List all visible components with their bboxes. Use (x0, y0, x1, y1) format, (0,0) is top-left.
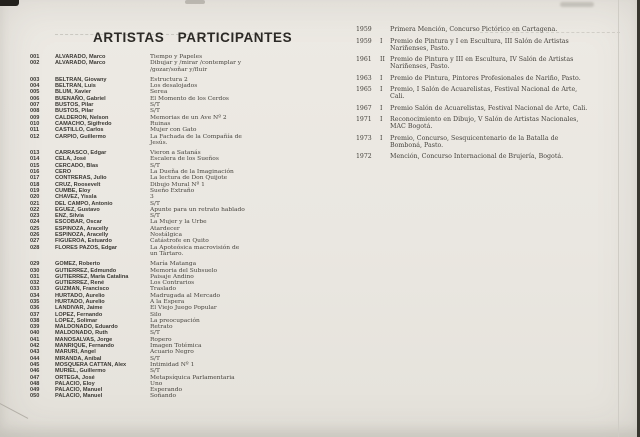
artist-name: MALDONADO, Ruth (55, 330, 108, 337)
artist-name: MANRIQUE, Fernando (55, 343, 115, 350)
artist-number: 015 (30, 162, 40, 169)
artist-row (30, 60, 315, 73)
artist-work-title: S/T (150, 213, 160, 220)
artist-name: DEL CAMPO, Antonio (55, 200, 113, 207)
artist-work-title: Paisaje Andino (150, 273, 194, 280)
artist-number: 038 (30, 317, 40, 324)
artist-name: MALDONADO, Eduardo (55, 324, 118, 331)
artist-work-title: La Dueña de la Imaginación (150, 169, 234, 176)
artist-row (30, 393, 315, 399)
artist-number: 032 (30, 280, 40, 287)
artist-number: 027 (30, 238, 40, 245)
artist-number: 050 (30, 393, 40, 400)
artist-name: BUSTOS, Pilar (55, 108, 94, 115)
artist-name: BUSTOS, Pilar (55, 102, 94, 109)
artist-number: 044 (30, 355, 40, 362)
artist-work-title: Acuario Negro (150, 349, 194, 356)
artist-work-title: Los desalojados (150, 83, 198, 90)
artist-name: GUTIERREZ, Edmundo (55, 267, 117, 274)
artist-name: MIRANDA, Aníbal (55, 355, 102, 362)
artist-name: FLORES PAZOS, Edgar (55, 244, 118, 251)
artist-row (30, 134, 315, 147)
artist-work-title: Vieron a Satanás (150, 150, 201, 157)
artist-number: 005 (30, 89, 40, 96)
artist-work-title: S/T (150, 108, 160, 115)
artist-number: 019 (30, 187, 40, 194)
artist-work-title: Estructura 2 (150, 76, 188, 83)
artist-work-title: A la Espera (150, 298, 185, 305)
artist-name: GUTIERREZ, René (55, 280, 105, 287)
artist-work-title: 3 (150, 194, 154, 201)
artist-work-title: Escalera de los Sueños (150, 156, 219, 163)
artist-number: 029 (30, 261, 40, 268)
artist-work-title: Traslado (150, 286, 176, 293)
artist-name: HURTADO, Aurelio (55, 292, 105, 299)
artist-number: 037 (30, 311, 40, 318)
artist-number: 030 (30, 267, 40, 274)
award-row (356, 38, 626, 52)
artist-number: 031 (30, 273, 40, 280)
award-description: Mención, Concurso Internacional de Brujería, Bogotá. (390, 153, 564, 160)
artist-number: 003 (30, 76, 40, 83)
artist-number: 023 (30, 213, 40, 220)
artist-name: CERCADO, Blas (55, 162, 99, 169)
artist-row (30, 245, 315, 258)
artist-number: 035 (30, 298, 40, 305)
artist-number: 039 (30, 324, 40, 331)
artist-work-title: Silo (150, 311, 162, 318)
artist-name: ORTEGA, José (55, 374, 95, 381)
artist-name: PALACIO, Manuel (55, 387, 103, 394)
artist-work-title: El Viejo Juego Popular (150, 305, 217, 312)
artist-work-title: Dibujar y /mirar /contemplar y /gozar/soñar y/fluir (150, 60, 242, 73)
award-rank: I (380, 37, 383, 45)
artist-work-title: La Mujer y la Urbe (150, 219, 207, 226)
artist-work-title: Sueño Extraño (150, 187, 195, 194)
artist-number: 034 (30, 292, 40, 299)
artist-work-title: Catástrofe en Quito (150, 238, 209, 245)
artist-work-title: Memoria del Subsuelo (150, 267, 218, 274)
artist-name: CHAVEZ, Yissla (55, 194, 97, 201)
artist-name: CRUZ, Roosevelt (55, 181, 101, 188)
award-description: Premio, Concurso, Sesquicentenario de la Batalla de Bomboná, Pasto. (390, 134, 559, 149)
award-year: 1971 (356, 116, 372, 123)
artist-number: 020 (30, 194, 40, 201)
artist-work-title: La lectura de Don Quijote (150, 175, 228, 182)
artist-number: 008 (30, 108, 40, 115)
artist-name: PALACIO, Manuel (55, 393, 103, 400)
artist-name: GUTIERREZ, María Catalina (55, 273, 129, 280)
artist-name: CAMACHO, Sigifredo (55, 120, 112, 127)
artist-name: ALVARADO, Marco (55, 60, 106, 67)
artist-list (30, 54, 315, 400)
artist-work-title: S/T (150, 330, 160, 337)
award-description: Premio de Pintura y III en Escultura, IV Salón de Artistas Nariñenses, Pasto. (390, 56, 574, 70)
artist-work-title: La preocupación (150, 317, 200, 324)
award-description: Premio de Pintura, Pintores Profesionales de Nariño, Pasto. (390, 74, 581, 82)
artist-number: 017 (30, 175, 40, 182)
artist-name: ALVARADO, Marco (55, 54, 106, 60)
artist-number: 013 (30, 150, 40, 157)
artist-work-title: Los Contrarios (150, 280, 195, 287)
artist-number: 042 (30, 343, 40, 350)
artist-number: 046 (30, 368, 40, 375)
artist-work-title: Uno (150, 380, 163, 387)
artist-name: MURIEL, Guillermo (55, 368, 106, 375)
artist-name: ENZ, Silvia (55, 213, 84, 220)
artist-number: 036 (30, 305, 40, 312)
scan-scratch-bottom-left (0, 402, 28, 419)
award-rank: I (380, 116, 383, 123)
artist-work-title: Dibujo Mural Nº 1 (150, 181, 205, 188)
award-list (356, 26, 626, 165)
artist-number: 024 (30, 219, 40, 226)
award-description: Premio Salón de Acuarelistas, Festival Nacional de Arte, Cali. (390, 104, 588, 112)
artist-work-title: S/T (150, 368, 160, 375)
artist-work-title: Esperando (150, 387, 183, 394)
artist-work-title: Intimidad Nº 1 (150, 361, 195, 368)
artist-work-title: Memorias de un Ave Nº 2 (150, 114, 227, 121)
artist-name: CONTRERAS, Julio (55, 175, 107, 182)
artist-work-title: S/T (150, 200, 160, 207)
artist-work-title: Tiempo y Papeles (150, 54, 203, 60)
artist-number: 049 (30, 387, 40, 394)
artist-work-title: Apunte para un retrato hablado (150, 206, 245, 213)
artist-work-title: S/T (150, 102, 160, 109)
scan-smudge-top-left (185, 0, 205, 4)
artist-work-title: Retrato (150, 324, 173, 331)
artist-number: 043 (30, 349, 40, 356)
artist-number: 009 (30, 114, 40, 121)
artist-work-title: Mujer con Gato (150, 127, 197, 134)
award-rank: I (380, 86, 383, 93)
artist-work-title: La Fachada de la Compañía de Jesús. (150, 133, 242, 146)
award-description: Primera Mención, Concurso Pictórico en Cartagena. (390, 26, 558, 33)
scan-corner-mark (0, 0, 19, 6)
artist-work-title: Imagen Totémica (150, 343, 202, 350)
award-description: Premio, I Salón de Acuarelistas, Festival Nacional de Arte, Cali. (390, 86, 578, 100)
artist-name: EGUEZ, Gustavo (55, 206, 100, 213)
award-year: 1963 (356, 74, 372, 82)
award-row (356, 56, 626, 70)
artist-name: ESCOBAR, Oscar (55, 219, 102, 226)
artist-number: 018 (30, 181, 40, 188)
award-row (356, 75, 626, 82)
artist-number: 028 (30, 244, 40, 251)
artist-name: LOPEZ, Solimar (55, 317, 98, 324)
award-year: 1961 (356, 56, 372, 63)
artist-work-title: Metapsíquica Parlamentaria (150, 374, 235, 381)
artist-number: 012 (30, 133, 40, 140)
artist-name: BELTRAN, Giovany (55, 76, 107, 83)
artist-number: 002 (30, 60, 40, 67)
award-year: 1965 (356, 86, 372, 93)
artist-number: 014 (30, 156, 40, 163)
award-rank: I (380, 134, 383, 142)
artist-name: ESPINOZA, Aracelly (55, 232, 109, 239)
artist-name: GOMEZ, Roberto (55, 261, 101, 268)
award-year: 1959 (356, 26, 372, 33)
artist-name: BELTRAN, Luis (55, 83, 96, 90)
artist-number: 033 (30, 286, 40, 293)
artist-name: ESPINOZA, Aracelly (55, 225, 109, 232)
artist-name: MOSQUERA CATTAN, Alex (55, 361, 127, 368)
artist-number: 047 (30, 374, 40, 381)
artist-work-title: Soñando (150, 393, 176, 400)
award-row (356, 86, 626, 100)
artist-name: CERO (55, 169, 72, 176)
artist-name: MARURI, Angel (55, 349, 96, 356)
award-description: Reconocimiento en Dibujo, V Salón de Artistas Nacionales, MAC Bogotá. (390, 116, 579, 130)
artist-work-title: Atardecer (150, 225, 180, 232)
artist-name: LOPEZ, Fernando (55, 311, 103, 318)
artist-name: CALDERON, Nelson (55, 114, 109, 121)
artist-name: CELA, José (55, 156, 87, 163)
scan-smudge-top-right (560, 2, 594, 7)
award-year: 1959 (356, 37, 372, 45)
artist-number: 011 (30, 127, 40, 134)
artist-work-title: Madrugada al Mercado (150, 292, 221, 299)
artist-number: 001 (30, 54, 40, 60)
artist-number: 045 (30, 361, 40, 368)
award-row (356, 105, 626, 112)
artist-work-title: Nostálgica (150, 232, 182, 239)
artist-number: 026 (30, 232, 40, 239)
artist-name: BLUM, Xavier (55, 89, 92, 96)
artist-number: 004 (30, 83, 40, 90)
artist-number: 048 (30, 380, 40, 387)
artist-work-title: María Matanga (150, 261, 197, 268)
artist-work-title: S/T (150, 162, 160, 169)
award-row (356, 135, 626, 149)
award-year: 1972 (356, 153, 372, 160)
award-row (356, 116, 626, 130)
artist-number: 010 (30, 120, 40, 127)
artist-work-title: S/T (150, 355, 160, 362)
artist-name: BUENAÑO, Gabriel (55, 95, 106, 102)
artist-name: GUZMAN, Francisco (55, 286, 110, 293)
artist-number: 021 (30, 200, 40, 207)
artist-work-title: Serea (150, 89, 168, 96)
artist-name: MANOSALVAS, Jorge (55, 336, 113, 343)
artist-work-title: Ropero (150, 336, 172, 343)
artist-number: 041 (30, 336, 40, 343)
artist-name: CASTILLO, Carlos (55, 127, 104, 134)
award-description: Premio de Pintura y I en Escultura, III Salón de Artistas Nariñenses, Pasto. (390, 37, 569, 52)
award-row (356, 26, 626, 33)
artist-number: 025 (30, 225, 40, 232)
artist-number: 007 (30, 102, 40, 109)
artist-number: 022 (30, 206, 40, 213)
artist-name: LANDIVAR, Jaime (55, 305, 103, 312)
artist-name: CARRASCO, Edgar (55, 150, 107, 157)
award-year: 1973 (356, 134, 372, 142)
artist-work-title: El Momento de los Cerdos (150, 95, 229, 102)
artist-name: CARPIO, Guillermo (55, 133, 106, 140)
award-rank: I (380, 74, 383, 82)
award-year: 1967 (356, 104, 372, 112)
artist-name: CUMBE, Eloy (55, 187, 91, 194)
artist-work-title: La Apoteósica macrovisión de un Tártaro. (150, 244, 240, 257)
artist-name: HURTADO, Aurelio (55, 298, 105, 305)
artist-work-title: Ruinas (150, 120, 171, 127)
artist-number: 016 (30, 169, 40, 176)
award-row (356, 153, 626, 160)
artist-number: 040 (30, 330, 40, 337)
award-rank: I (380, 104, 383, 112)
page-title: ARTISTAS PARTICIPANTES (93, 30, 293, 45)
artist-name: PALACIO, Eloy (55, 380, 95, 387)
artist-number: 006 (30, 95, 40, 102)
award-rank: II (380, 56, 385, 63)
artist-name: FIGUEROA, Estuardo (55, 238, 112, 245)
